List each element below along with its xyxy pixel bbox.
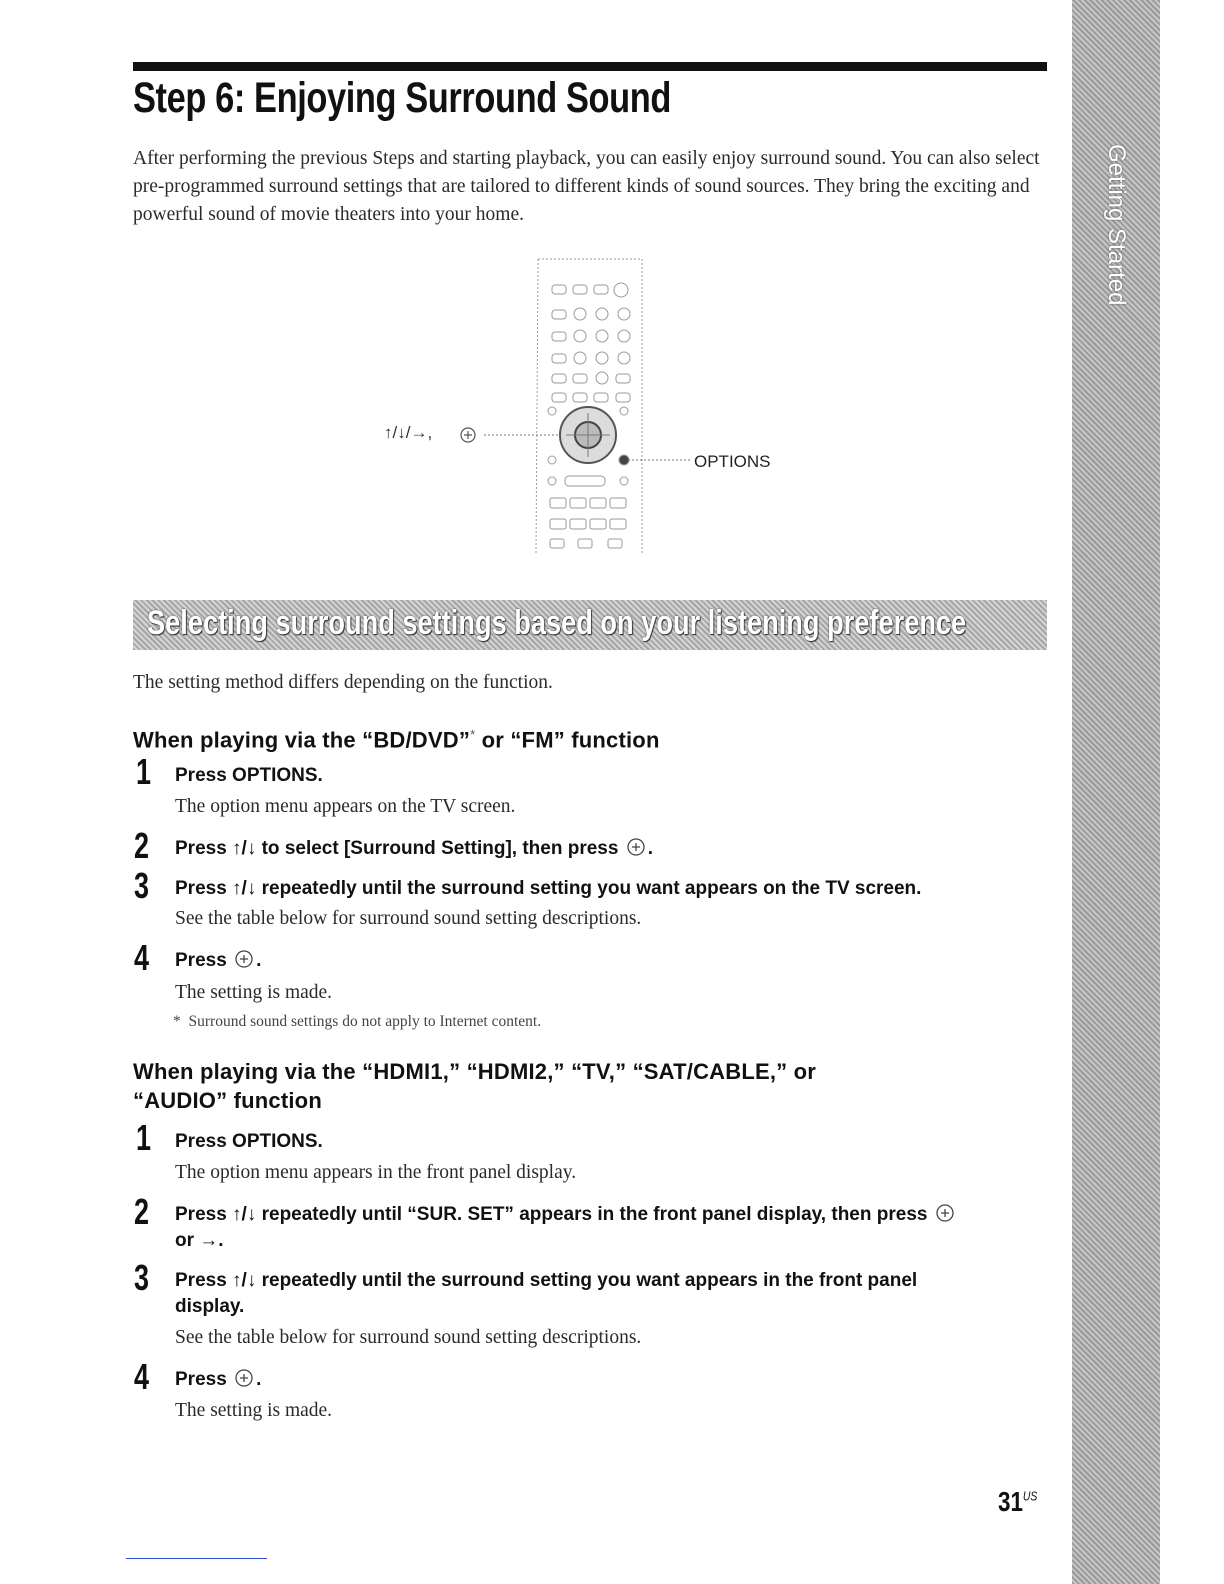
- block2-step-3-text-cont: display.: [175, 1296, 245, 1317]
- block2-step-2-text: Press ↑/↓ repeatedly until “SUR. SET” appears in the front panel display, then press: [175, 1202, 957, 1228]
- block2-step-2-number: 2: [134, 1191, 150, 1232]
- block2-step-3-text: Press ↑/↓ repeatedly until the surround setting you want appears in the front panel: [175, 1270, 918, 1291]
- block1-step-3-number: 3: [134, 865, 150, 906]
- block2-step-4-text: Press .: [175, 1369, 262, 1390]
- enter-button-icon: [461, 428, 475, 442]
- remote-control-icon: [380, 255, 800, 565]
- remote-arrow-label: ↑/↓/→,: [384, 423, 433, 442]
- block1-heading: When playing via the “BD/DVD”* or “FM” function: [133, 727, 660, 753]
- block2-heading-line1: When playing via the “HDMI1,” “HDMI2,” “TV,” “SAT/CABLE,” or: [133, 1059, 817, 1084]
- block2-heading-line2: “AUDIO” function: [133, 1088, 322, 1113]
- block2-step-1-text: Press OPTIONS.: [175, 1131, 323, 1152]
- section-title: Selecting surround settings based on your listening preference: [147, 604, 967, 642]
- intro-paragraph: After performing the previous Steps and starting playback, you can easily enjoy surround sound. You can also select pre-programmed surround settings that are tailored to different kinds of sound sources. They bring the exciting and powerful sound of movie theaters into your home.: [133, 148, 1040, 225]
- block1-footnote: * Surround sound settings do not apply to Internet content.: [173, 1013, 542, 1030]
- block2-step-3-number: 3: [134, 1257, 150, 1298]
- enter-button-icon: [935, 1203, 955, 1223]
- enter-button-icon: [234, 949, 254, 969]
- block2-step-3-desc: See the table below for surround sound setting descriptions.: [175, 1327, 642, 1348]
- enter-button-icon: [234, 1368, 254, 1388]
- block1-step-4-text: Press .: [175, 950, 262, 971]
- block1-step-4-desc: The setting is made.: [175, 982, 333, 1003]
- title-rule: [133, 62, 1047, 71]
- block1-step-3-text: Press ↑/↓ repeatedly until the surround setting you want appears on the TV screen.: [175, 878, 922, 899]
- page-title: Step 6: Enjoying Surround Sound: [133, 74, 671, 122]
- side-tab-label: Getting Started: [1103, 144, 1130, 306]
- block1-step-1-text: Press OPTIONS.: [175, 765, 323, 786]
- block2-step-1-number: 1: [136, 1117, 152, 1158]
- block2-step-1-desc: The option menu appears in the front panel display.: [175, 1162, 577, 1183]
- enter-button-icon: [626, 837, 646, 857]
- block2-step-4-number: 4: [134, 1356, 150, 1397]
- block1-step-2-text: Press ↑/↓ to select [Surround Setting], then press .: [175, 838, 653, 859]
- block2-step-2-text-cont: or →.: [175, 1230, 224, 1251]
- block1-step-1-desc: The option menu appears on the TV screen.: [175, 796, 516, 817]
- bottom-rule: [126, 1558, 267, 1559]
- remote-button-rows: [548, 283, 630, 415]
- block1-step-1-number: 1: [136, 751, 152, 792]
- remote-options-label: OPTIONS: [694, 452, 771, 471]
- section-intro: The setting method differs depending on the function.: [133, 672, 553, 693]
- block2-step-4-desc: The setting is made.: [175, 1400, 333, 1421]
- page-number: $31^{US}$: [998, 1486, 1038, 1517]
- block1-step-3-desc: See the table below for surround sound setting descriptions.: [175, 908, 642, 929]
- block1-step-2-number: 2: [134, 825, 150, 866]
- block1-step-4-number: 4: [134, 937, 150, 978]
